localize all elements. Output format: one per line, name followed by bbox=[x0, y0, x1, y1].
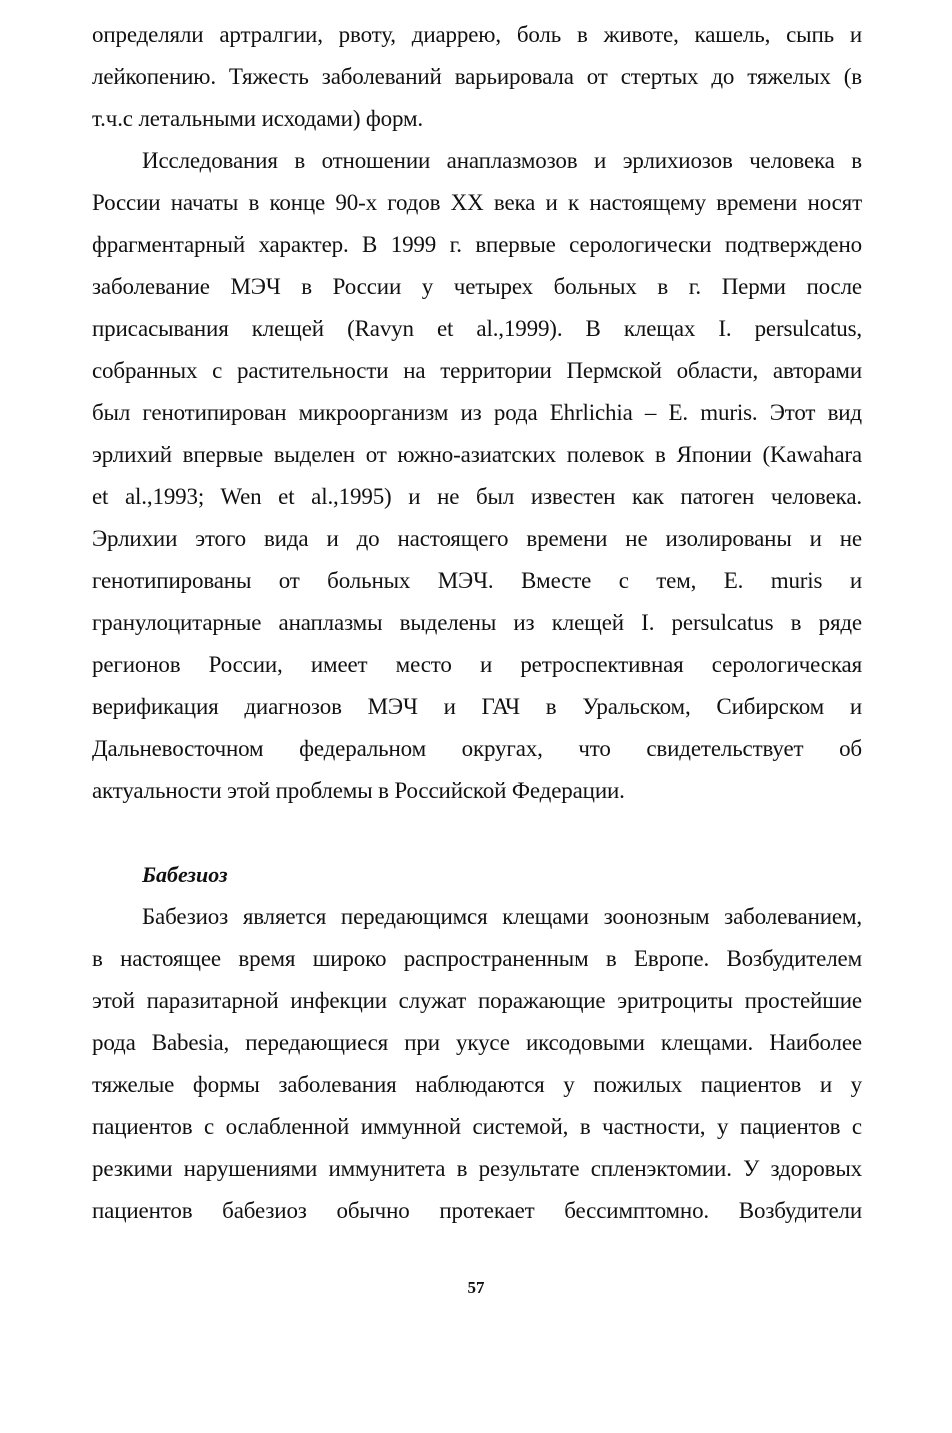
text-line: Бабезиоз является передающимся клещами зоонозным заболеванием, bbox=[142, 904, 862, 929]
text-line: генотипированы от больных МЭЧ. Вместе с тем, E. muris и bbox=[92, 568, 862, 593]
paragraph-2 bbox=[92, 140, 862, 812]
text-line: присасывания клещей (Ravyn et al.,1999). В клещах I. persulcatus, bbox=[92, 316, 862, 341]
text-line: был генотипирован микроорганизм из рода Ehrlichia – E. muris. Этот вид bbox=[92, 400, 862, 425]
text-line: гранулоцитарные анаплазмы выделены из клещей I. persulcatus в ряде bbox=[92, 610, 862, 635]
text-line: регионов России, имеет место и ретроспективная серологическая bbox=[92, 652, 862, 677]
text-line: эрлихий впервые выделен от южно-азиатских полевок в Японии (Kawahara bbox=[92, 442, 862, 467]
text-line: пациентов с ослабленной иммунной системой, в частности, у пациентов с bbox=[92, 1114, 862, 1139]
text-line: Дальневосточном федеральном округах, что свидетельствует об bbox=[92, 736, 862, 761]
text-line: пациентов бабезиоз обычно протекает бессимптомно. Возбудители bbox=[92, 1198, 862, 1223]
paragraph-3 bbox=[92, 896, 862, 1232]
text-line: рода Babesia, передающиеся при укусе иксодовыми клещами. Наиболее bbox=[92, 1030, 862, 1055]
text-line: собранных с растительности на территории Пермской области, авторами bbox=[92, 358, 862, 383]
text-line: фрагментарный характер. В 1999 г. впервые серологически подтверждено bbox=[92, 232, 862, 257]
text-line: т.ч.с летальными исходами) форм. bbox=[92, 106, 424, 131]
paragraph-1 bbox=[92, 14, 862, 140]
document-page bbox=[92, 14, 862, 1232]
text-line: резкими нарушениями иммунитета в результате спленэктомии. У здоровых bbox=[92, 1156, 862, 1181]
text-line: Исследования в отношении анаплазмозов и эрлихиозов человека в bbox=[142, 148, 862, 173]
text-line: лейкопению. Тяжесть заболеваний варьировала от стертых до тяжелых (в bbox=[92, 64, 862, 89]
text-line: Эрлихии этого вида и до настоящего времени не изолированы и не bbox=[92, 526, 862, 551]
text-line: России начаты в конце 90-х годов XX века и к настоящему времени носят bbox=[92, 190, 862, 215]
text-line: актуальности этой проблемы в Российской Федерации. bbox=[92, 778, 625, 803]
text-line: заболевание МЭЧ в России у четырех больных в г. Перми после bbox=[92, 274, 862, 299]
text-line: тяжелые формы заболевания наблюдаются у пожилых пациентов и у bbox=[92, 1072, 862, 1097]
section-heading: Бабезиоз bbox=[142, 862, 228, 887]
text-line: верификация диагнозов МЭЧ и ГАЧ в Уральском, Сибирском и bbox=[92, 694, 862, 719]
paragraph-gap bbox=[92, 812, 862, 854]
text-line: определяли артралгии, рвоту, диаррею, боль в животе, кашель, сыпь и bbox=[92, 22, 862, 47]
text-line: этой паразитарной инфекции служат поражающие эритроциты простейшие bbox=[92, 988, 862, 1013]
text-line: в настоящее время широко распространенным в Европе. Возбудителем bbox=[92, 946, 862, 971]
page-number: 57 bbox=[467, 1278, 485, 1297]
text-line: et al.,1993; Wen et al.,1995) и не был известен как патоген человека. bbox=[92, 484, 862, 509]
